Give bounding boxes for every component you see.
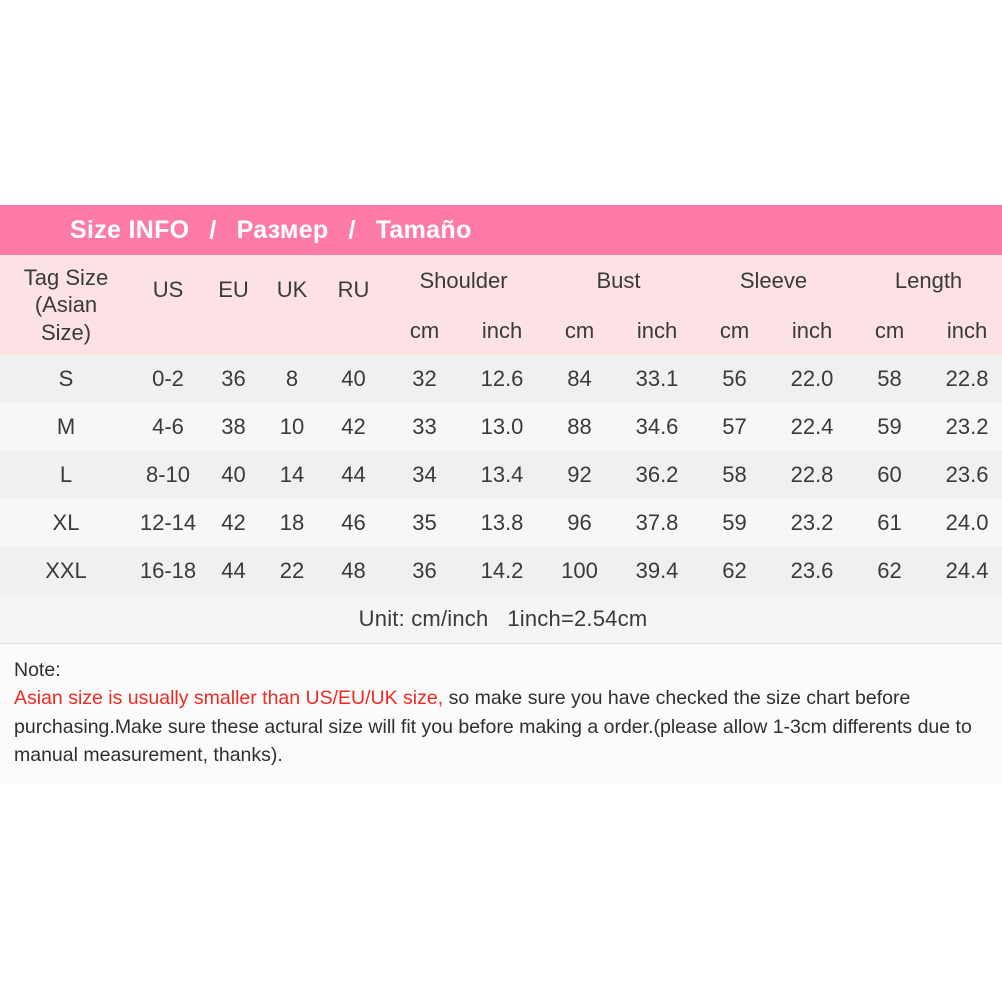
note-body: [14, 684, 988, 769]
size-chart: [0, 205, 1002, 785]
cell-uk: 22: [263, 547, 321, 595]
cell-sleeve-cm: 62: [696, 547, 773, 595]
unit-note-text: Unit: cm/inch 1inch=2.54cm: [358, 606, 648, 631]
cell-sleeve-cm: 59: [696, 499, 773, 547]
cell-sleeve-inch: 23.6: [773, 547, 851, 595]
cell-shoulder-inch: 13.0: [463, 403, 541, 451]
cell-bust-inch: 33.1: [618, 355, 696, 403]
unit-note-row: [0, 595, 1002, 643]
cell-length-inch: 23.2: [928, 403, 1002, 451]
cell-eu: 40: [204, 451, 263, 499]
cell-bust-cm: 92: [541, 451, 618, 499]
cell-size: L: [0, 451, 132, 499]
header-shoulder-inch: inch: [463, 307, 541, 355]
header-uk-blank: [263, 307, 321, 355]
tag-size-line2: (Asian: [34, 292, 98, 318]
cell-length-inch: 24.0: [928, 499, 1002, 547]
header-sleeve: Sleeve: [696, 255, 851, 307]
cell-size: XL: [0, 499, 132, 547]
cell-bust-inch: 39.4: [618, 547, 696, 595]
header-us-blank: [132, 307, 204, 355]
header-length: Length: [851, 255, 1002, 307]
unit-note: [0, 595, 1002, 643]
cell-ru: 40: [321, 355, 386, 403]
cell-sleeve-inch: 23.2: [773, 499, 851, 547]
cell-length-cm: 61: [851, 499, 928, 547]
cell-uk: 14: [263, 451, 321, 499]
size-table: [0, 255, 1002, 643]
cell-length-cm: 59: [851, 403, 928, 451]
cell-length-cm: 60: [851, 451, 928, 499]
cell-length-cm: 58: [851, 355, 928, 403]
cell-us: 0-2: [132, 355, 204, 403]
note-label: Note:: [14, 659, 61, 681]
cell-length-inch: 22.8: [928, 355, 1002, 403]
table-row: [0, 499, 1002, 547]
cell-size: M: [0, 403, 132, 451]
header-eu-blank: [204, 307, 263, 355]
cell-shoulder-inch: 12.6: [463, 355, 541, 403]
cell-sleeve-inch: 22.8: [773, 451, 851, 499]
cell-length-cm: 62: [851, 547, 928, 595]
cell-ru: 44: [321, 451, 386, 499]
header-shoulder: Shoulder: [386, 255, 541, 307]
title-separator-2: /: [348, 215, 356, 244]
cell-sleeve-cm: 58: [696, 451, 773, 499]
cell-length-inch: 23.6: [928, 451, 1002, 499]
header-tag-size: [0, 255, 132, 355]
note-box: [0, 643, 1002, 785]
cell-length-inch: 24.4: [928, 547, 1002, 595]
cell-shoulder-cm: 33: [386, 403, 463, 451]
cell-bust-cm: 100: [541, 547, 618, 595]
cell-ru: 42: [321, 403, 386, 451]
cell-shoulder-cm: 34: [386, 451, 463, 499]
cell-eu: 42: [204, 499, 263, 547]
table-row: [0, 451, 1002, 499]
cell-uk: 10: [263, 403, 321, 451]
cell-us: 4-6: [132, 403, 204, 451]
tag-size-line3: Size): [40, 319, 92, 345]
cell-sleeve-cm: 57: [696, 403, 773, 451]
title-separator-1: /: [209, 215, 217, 244]
cell-bust-cm: 88: [541, 403, 618, 451]
cell-shoulder-cm: 35: [386, 499, 463, 547]
cell-shoulder-inch: 13.8: [463, 499, 541, 547]
cell-sleeve-inch: 22.0: [773, 355, 851, 403]
table-row: [0, 355, 1002, 403]
cell-ru: 48: [321, 547, 386, 595]
header-sleeve-inch: inch: [773, 307, 851, 355]
cell-uk: 8: [263, 355, 321, 403]
cell-us: 16-18: [132, 547, 204, 595]
size-info-title-bar: [0, 205, 1002, 255]
cell-shoulder-inch: 13.4: [463, 451, 541, 499]
header-length-inch: inch: [928, 307, 1002, 355]
cell-eu: 44: [204, 547, 263, 595]
cell-bust-cm: 96: [541, 499, 618, 547]
header-us: US: [132, 255, 204, 307]
cell-eu: 36: [204, 355, 263, 403]
cell-shoulder-inch: 14.2: [463, 547, 541, 595]
title-size-info: Size INFO: [70, 215, 190, 244]
cell-sleeve-inch: 22.4: [773, 403, 851, 451]
cell-size: S: [0, 355, 132, 403]
table-row: [0, 547, 1002, 595]
header-ru-blank: [321, 307, 386, 355]
header-bust-inch: inch: [618, 307, 696, 355]
title-razmer: Размер: [236, 215, 329, 244]
cell-us: 12-14: [132, 499, 204, 547]
header-uk: UK: [263, 255, 321, 307]
header-bust-cm: cm: [541, 307, 618, 355]
note-rest: so make sure you have checked the size chart before purchasing.Make sure these actural size will fit you before making a order.(please allow 1-3cm differents due to manual measurement, thanks).: [14, 687, 972, 766]
cell-sleeve-cm: 56: [696, 355, 773, 403]
title-tamano: Tamaño: [375, 215, 472, 244]
cell-bust-inch: 34.6: [618, 403, 696, 451]
note-warning-red: Asian size is usually smaller than US/EU/UK size,: [14, 687, 444, 710]
header-bust: Bust: [541, 255, 696, 307]
header-length-cm: cm: [851, 307, 928, 355]
table-header-row-units: [0, 307, 1002, 355]
cell-shoulder-cm: 32: [386, 355, 463, 403]
cell-eu: 38: [204, 403, 263, 451]
table-header-row-groups: [0, 255, 1002, 307]
cell-size: XXL: [0, 547, 132, 595]
header-ru: RU: [321, 255, 386, 307]
tag-size-line1: Tag Size: [23, 264, 109, 290]
cell-shoulder-cm: 36: [386, 547, 463, 595]
header-shoulder-cm: cm: [386, 307, 463, 355]
cell-bust-cm: 84: [541, 355, 618, 403]
cell-bust-inch: 36.2: [618, 451, 696, 499]
header-sleeve-cm: cm: [696, 307, 773, 355]
table-row: [0, 403, 1002, 451]
cell-uk: 18: [263, 499, 321, 547]
cell-bust-inch: 37.8: [618, 499, 696, 547]
header-eu: EU: [204, 255, 263, 307]
cell-ru: 46: [321, 499, 386, 547]
cell-us: 8-10: [132, 451, 204, 499]
